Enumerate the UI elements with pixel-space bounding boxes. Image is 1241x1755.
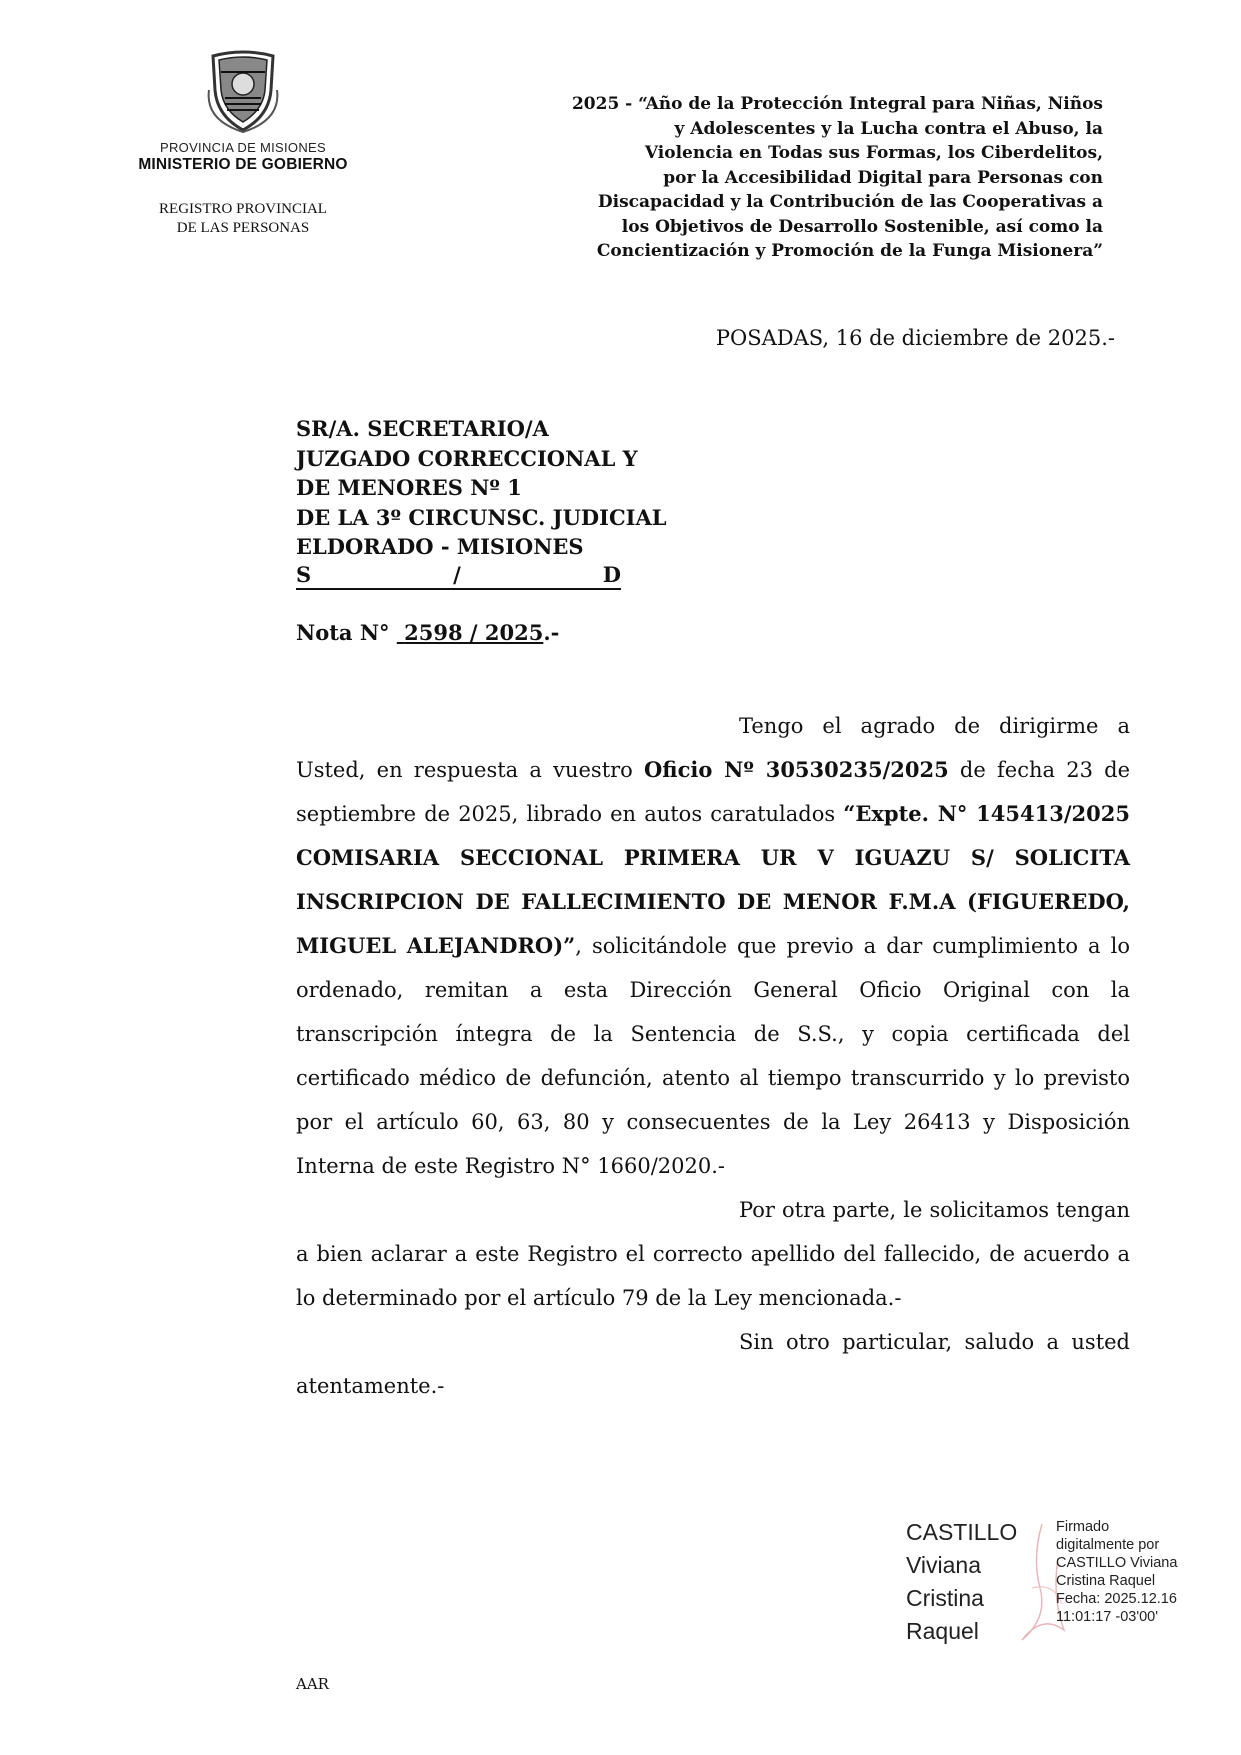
letterhead-logo xyxy=(118,50,368,238)
p3-text: Sin otro particular, saludo a usted atentamente.- xyxy=(296,1330,1130,1398)
sd-d: D xyxy=(602,561,621,587)
signature-meta-line: CASTILLO Viviana xyxy=(1056,1555,1178,1571)
signer-name-line: Raquel xyxy=(906,1618,979,1644)
oficio-reference: Oficio Nº 30530235/2025 xyxy=(644,757,949,782)
motto-line: los Objetivos de Desarrollo Sostenible, así como la xyxy=(621,216,1103,237)
motto-line: Concientización y Promoción de la Funga Misionera” xyxy=(596,241,1103,261)
registry-name xyxy=(118,200,368,238)
note-number xyxy=(296,620,559,645)
signature-meta-line: digitalmente por xyxy=(1056,1537,1160,1553)
motto-line: Violencia en Todas sus Formas, los Ciberdelitos, xyxy=(644,143,1103,163)
signature-meta-line: Firmado xyxy=(1056,1519,1110,1535)
signature-metadata xyxy=(1056,1518,1177,1626)
sd-s: S xyxy=(296,561,312,587)
registry-line: REGISTRO PROVINCIAL xyxy=(159,201,327,217)
recipient-line: DE LA 3º CIRCUNSC. JUDICIAL xyxy=(296,504,667,530)
p1-rest: , solicitándole que previo a dar cumplimiento a lo ordenado, remitan a esta Dirección General Oficio Original con la transcripción íntegra de la Sentencia de S.S., y copia certificada del certificado médico de defunción, atento al tiempo transcurrido y lo previsto por el artículo 60, 63, 80 y consecuentes de la Ley 26413 y Disposición Interna de este Registro N° 1660/2020.- xyxy=(296,934,1130,1178)
digital-signature xyxy=(906,1516,1206,1646)
paragraph-1 xyxy=(296,704,1130,1188)
signer-name-line: Viviana xyxy=(906,1552,982,1578)
motto-line: Discapacidad y la Contribución de las Cooperativas a xyxy=(597,192,1103,212)
note-label: Nota N° xyxy=(296,620,390,645)
signature-meta-line: Cristina Raquel xyxy=(1056,1573,1156,1589)
recipient-line: DE MENORES Nº 1 xyxy=(296,475,522,500)
provincial-crest-icon xyxy=(195,50,291,134)
paragraph-2 xyxy=(296,1188,1130,1320)
paragraph-3 xyxy=(296,1320,1130,1408)
su-despacho-line xyxy=(296,562,621,590)
sd-slash: / xyxy=(453,561,461,587)
motto-line: por la Accesibilidad Digital para Personas con xyxy=(663,167,1103,188)
p1-mid: de fecha 23 de septiembre de 2025, librado en autos caratulados xyxy=(296,758,1130,826)
motto-line: y Adolescentes y la Lucha contra el Abuso, la xyxy=(674,118,1103,139)
p1-intro: Tengo el agrado de dirigirme a Usted, en respuesta a vuestro xyxy=(296,714,1130,782)
signer-name-line: CASTILLO xyxy=(906,1519,1018,1545)
typist-initials: AAR xyxy=(296,1675,329,1693)
recipient-line: ELDORADO - MISIONES xyxy=(296,534,584,559)
note-suffix: .- xyxy=(543,620,560,645)
ministry-name: MINISTERIO DE GOBIERNO xyxy=(138,156,348,173)
motto-line: 2025 - “Año de la Protección Integral para Niñas, Niños xyxy=(571,94,1103,114)
recipient-block xyxy=(296,414,667,590)
signature-meta-line: 11:01:17 -03'00' xyxy=(1056,1609,1159,1625)
recipient-line: JUZGADO CORRECCIONAL Y xyxy=(296,445,638,471)
note-number-text: 2598 / 2025 xyxy=(404,620,544,645)
note-number-value xyxy=(397,620,544,645)
recipient-line: SR/A. SECRETARIO/A xyxy=(296,416,549,441)
signature-meta-line: Fecha: 2025.12.16 xyxy=(1056,1591,1177,1607)
province-name: PROVINCIA DE MISIONES xyxy=(160,140,326,155)
letter-body xyxy=(296,704,1130,1408)
p2-text: Por otra parte, le solicitamos tengan a bien aclarar a este Registro el correcto apellido del fallecido, de acuerdo a lo determinado por el artículo 79 de la Ley mencionada.- xyxy=(296,1198,1130,1310)
signer-name xyxy=(906,1516,1017,1648)
year-motto xyxy=(470,92,1103,264)
date-line: POSADAS, 16 de diciembre de 2025.- xyxy=(715,326,1115,350)
registry-line: DE LAS PERSONAS xyxy=(176,220,310,236)
signer-name-line: Cristina xyxy=(906,1585,984,1611)
case-reference: “Expte. N° 145413/2025 COMISARIA SECCIONAL PRIMERA UR V IGUAZU S/ SOLICITA INSCRIPCION DE FALLECIMIENTO DE MENOR F.M.A (FIGUEREDO, MIGUEL ALEJANDRO)” xyxy=(296,801,1130,958)
